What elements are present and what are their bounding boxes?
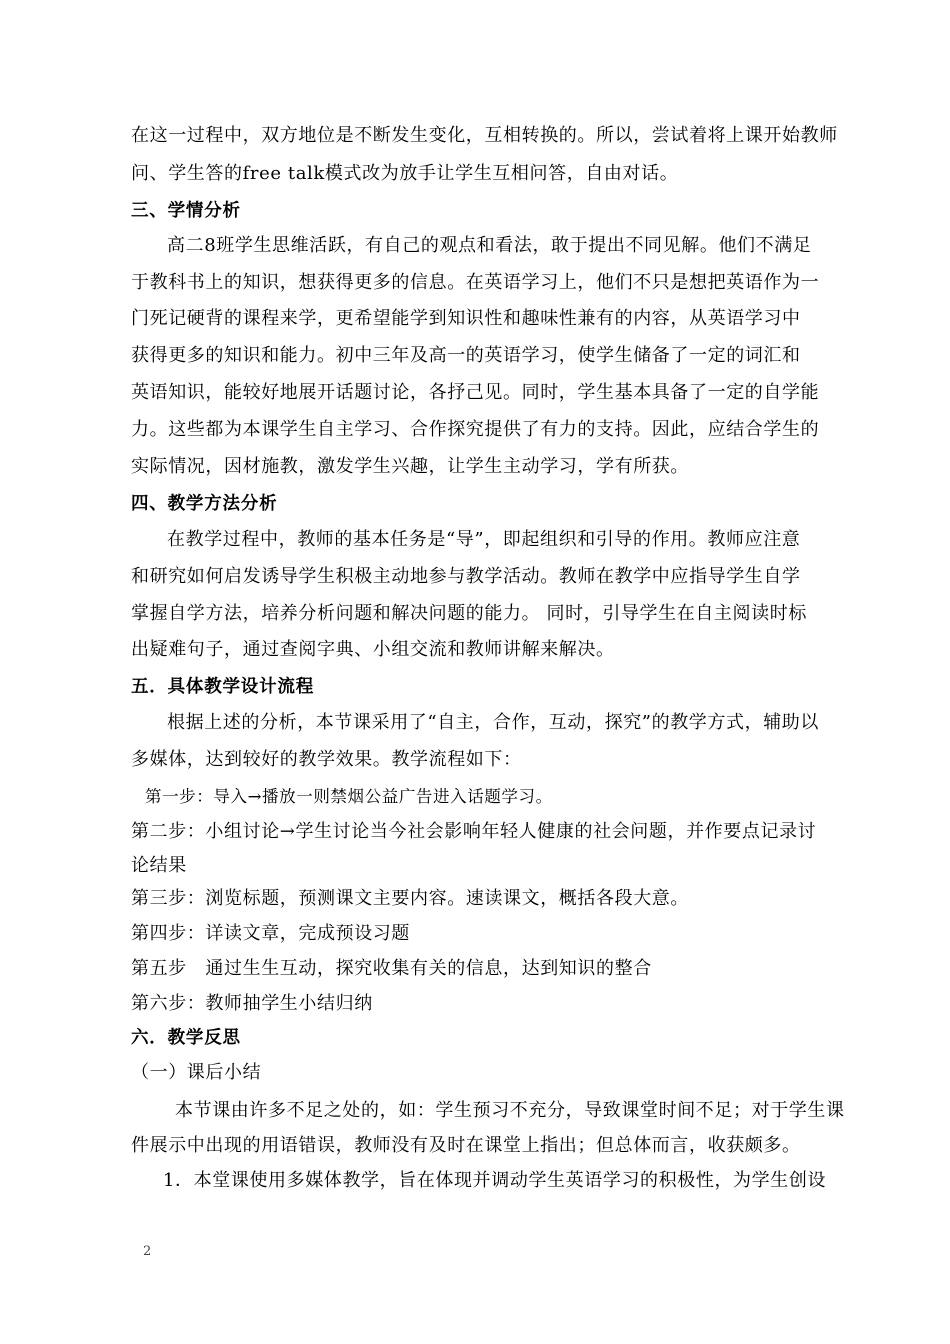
paragraph-line: 在教学过程中，教师的基本任务是“导”，即起组织和引导的作用。教师应注意 — [167, 529, 801, 550]
step-line: 第三步：浏览标题，预测课文主要内容。速读课文，概括各段大意。 — [131, 888, 689, 909]
paragraph-line: 实际情况，因材施教，激发学生兴趣，让学生主动学习，学有所获。 — [131, 456, 689, 477]
paragraph-line: 1．本堂课使用多媒体教学，旨在体现并调动学生英语学习的积极性，为学生创设 — [163, 1170, 827, 1191]
paragraph-line: 根据上述的分析，本节课采用了“自主，合作，互动，探究”的教学方式，辅助以 — [167, 712, 820, 733]
paragraph-line: 英语知识，能较好地展开话题讨论，各抒己见。同时，学生基本具备了一定的自学能 — [131, 382, 820, 403]
step-line: 第五步 通过生生互动，探究收集有关的信息，达到知识的整合 — [131, 958, 652, 979]
paragraph-line: 件展示中出现的用语错误，教师没有及时在课堂上指出；但总体而言，收获颇多。 — [131, 1135, 801, 1156]
subsection-heading: （一）课后小结 — [131, 1062, 262, 1083]
paragraph-line: 本节课由许多不足之处的，如：学生预习不充分，导致课堂时间不足；对于学生课 — [175, 1100, 845, 1121]
paragraph-line: 门死记硬背的课程来学，更希望能学到知识性和趣味性兼有的内容，从英语学习中 — [131, 308, 801, 329]
step-line: 第六步：教师抽学生小结归纳 — [131, 993, 373, 1014]
paragraph-line: 和研究如何启发诱导学生积极主动地参与教学活动。教师在教学中应指导学生自学 — [131, 566, 801, 587]
step-line: 论结果 — [131, 855, 187, 876]
step-line: 第一步：导入→播放一则禁烟公益广告进入话题学习。 — [145, 787, 553, 806]
paragraph-line: 在这一过程中，双方地位是不断发生变化，互相转换的。所以，尝试着将上课开始教师 — [131, 125, 838, 146]
page-number: 2 — [143, 1244, 152, 1259]
paragraph-line: 掌握自学方法，培养分析问题和解决问题的能力。 同时，引导学生在自主阅读时标 — [131, 603, 807, 624]
paragraph-line: 于教科书上的知识，想获得更多的信息。在英语学习上，他们不只是想把英语作为一 — [131, 272, 820, 293]
paragraph-line: 多媒体，达到较好的教学效果。教学流程如下： — [131, 749, 522, 770]
section-heading: 三、学情分析 — [131, 201, 241, 221]
paragraph-line: 问、学生答的free talk模式改为放手让学生互相问答，自由对话。 — [131, 163, 679, 184]
paragraph-line: 高二8班学生思维活跃，有自己的观点和看法，敢于提出不同见解。他们不满足 — [167, 235, 812, 256]
paragraph-line: 力。这些都为本课学生自主学习、合作探究提供了有力的支持。因此，应结合学生的 — [131, 419, 820, 440]
paragraph-line: 出疑难句子，通过查阅字典、小组交流和教师讲解来解决。 — [131, 639, 615, 660]
section-heading: 五．具体教学设计流程 — [131, 677, 314, 697]
section-heading: 四、教学方法分析 — [131, 494, 278, 514]
section-heading: 六．教学反思 — [131, 1028, 241, 1048]
paragraph-line: 获得更多的知识和能力。初中三年及高一的英语学习，使学生储备了一定的词汇和 — [131, 345, 801, 366]
step-line: 第二步：小组讨论→学生讨论当今社会影响年轻人健康的社会问题，并作要点记录讨 — [131, 821, 817, 842]
step-line: 第四步：详读文章，完成预设习题 — [131, 923, 410, 944]
